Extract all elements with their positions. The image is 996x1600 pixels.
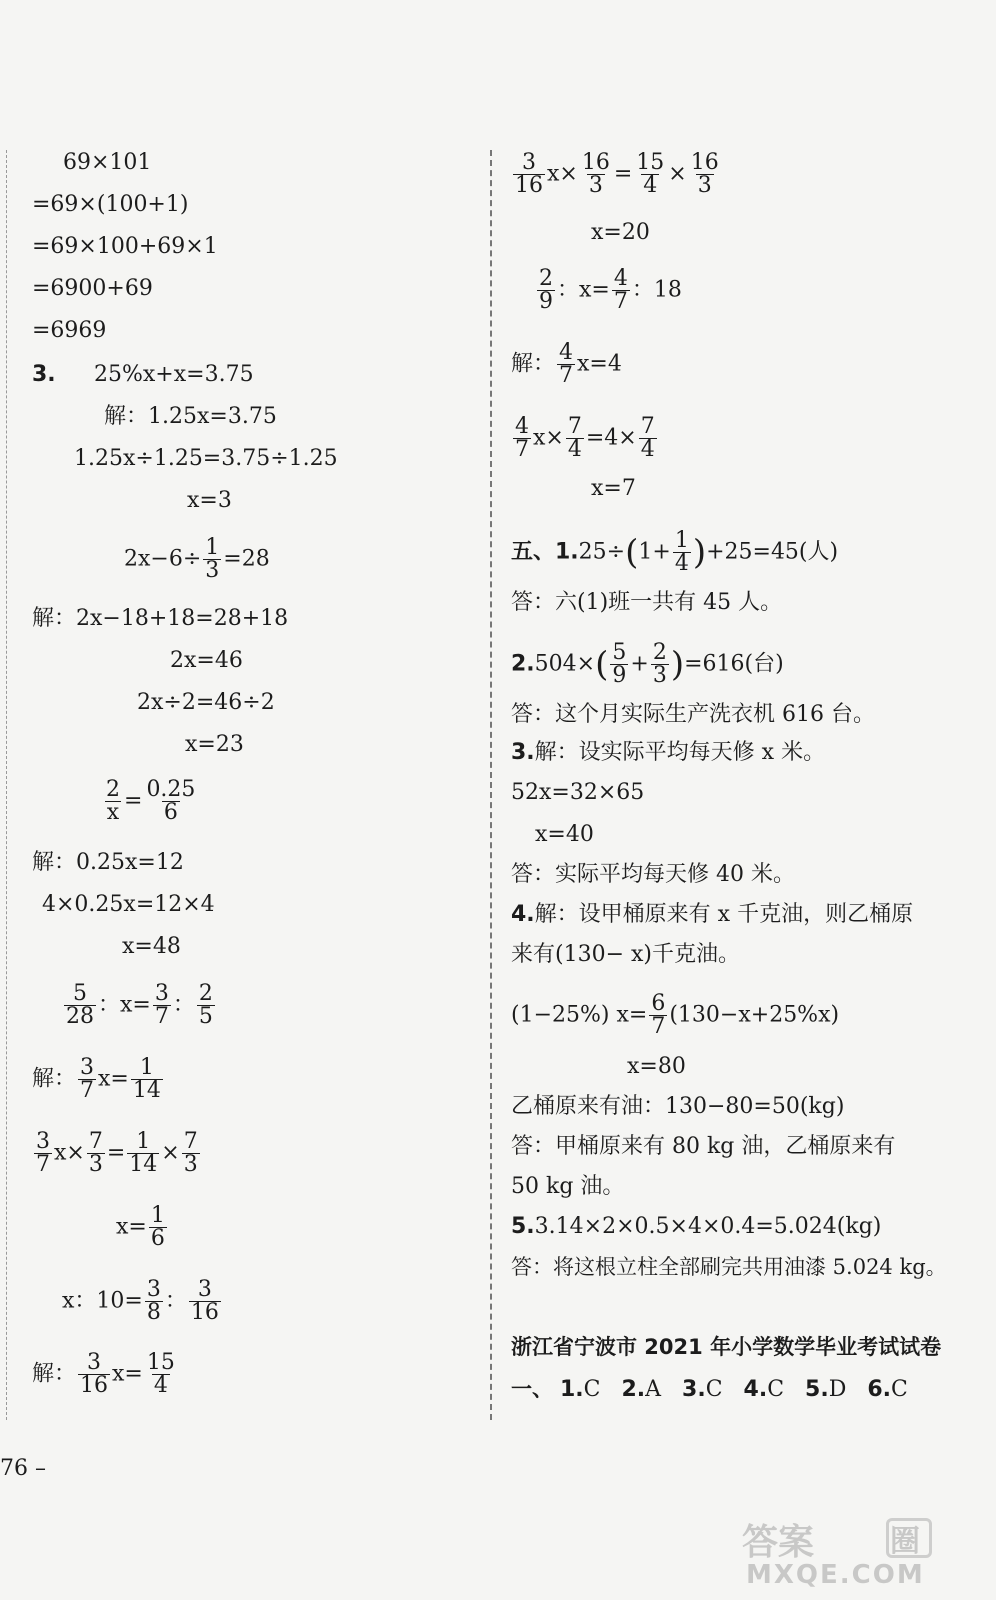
p4-line-2: 来有(130− x)千克油。 — [511, 942, 740, 967]
answer-item: 5.D — [805, 1377, 847, 1402]
eq4-step-3: x= $\frac{1}{6}$ — [116, 1203, 165, 1251]
eq3-line: $\frac{2}{x}$ = $\frac{0.25}{6}$ — [106, 777, 196, 825]
answer-row — [511, 1376, 908, 1403]
calc-line-2: =69×(100+1) — [32, 192, 189, 217]
eq2-step-2: 2x=46 — [170, 648, 243, 673]
p4-step: 乙桶原来有油：130−80=50(kg) — [511, 1094, 845, 1119]
calc-line-5: =6969 — [32, 318, 107, 343]
p3-step-1: 52x=32×65 — [511, 780, 645, 805]
eq2-step-4: x=23 — [185, 732, 244, 757]
problem-2: 2.504×( $\frac{5}{9}$ + $\frac{2}{3}$ )=616(台) — [511, 640, 784, 688]
section-label: 五、1. — [511, 539, 579, 565]
p3-answer: 答：实际平均每天修 40 米。 — [511, 862, 795, 887]
eq3-step-3: x=48 — [122, 934, 181, 959]
answer-item: 4.C — [743, 1377, 785, 1402]
p4-answer-1: 答：甲桶原来有 80 kg 油，乙桶原来有 — [511, 1134, 896, 1159]
calc-line-4: =6900+69 — [32, 276, 153, 301]
p5-answer: 答：将这根立柱全部刷完共用油漆 5.024 kg。 — [511, 1255, 947, 1279]
answer-item: 2.A — [621, 1377, 662, 1402]
calc-line-1: 69×101 — [63, 150, 152, 175]
problem-3: 3.解：设实际平均每天修 x 米。 — [511, 740, 826, 765]
r-step-6: x=7 — [591, 476, 636, 501]
p4-answer-2: 50 kg 油。 — [511, 1174, 625, 1199]
eq4-step-1: 解： $\frac{3}{7}$ x= $\frac{1}{14}$ — [32, 1055, 161, 1103]
eq3-step-2: 4×0.25x=12×4 — [42, 892, 215, 917]
problem-4: 4.解：设甲桶原来有 x 千克油，则乙桶原 — [511, 902, 914, 927]
p2-answer: 答：这个月实际生产洗衣机 616 台。 — [511, 702, 875, 727]
q3-step-2: 1.25x÷1.25=3.75÷1.25 — [74, 446, 338, 471]
eq2-step-3: 2x÷2=46÷2 — [137, 690, 275, 715]
r-step-5: $\frac{4}{7}$ x× $\frac{7}{4}$ =4× $\frac{7}{4}$ — [515, 414, 655, 462]
r-step-2: x=20 — [591, 220, 650, 245]
eq5-step-1: 解： $\frac{3}{16}$ x= $\frac{15}{4}$ — [32, 1350, 175, 1398]
answer-item: 1.C — [560, 1377, 601, 1402]
column-divider — [490, 150, 492, 1420]
eq2-left: 2x−6÷ — [124, 546, 202, 572]
p1-answer: 答：六(1)班一共有 45 人。 — [511, 590, 783, 615]
r-eq-3: $\frac{2}{9}$ ：x= $\frac{4}{7}$ ：18 — [539, 266, 682, 314]
eq2-step-1: 解：2x−18+18=28+18 — [32, 606, 289, 631]
r-step-4: 解： $\frac{4}{7}$ x=4 — [511, 340, 622, 388]
problem-5: 5.3.14×2×0.5×4×0.4=5.024(kg) — [511, 1214, 882, 1239]
fraction: $\frac{2}{x}$ — [106, 777, 120, 825]
fraction: $\frac{0.25}{6}$ — [146, 777, 196, 825]
answer-item: 6.C — [867, 1377, 908, 1402]
left-column — [0, 0, 490, 1600]
section-5-problem-1: 五、1.25÷(1+ $\frac{1}{4}$ )+25=45(人) — [511, 528, 839, 576]
p4-equation: (1−25%) x= $\frac{6}{7}$ (130−x+25%x) — [511, 991, 840, 1039]
eq2-right: =28 — [223, 546, 270, 572]
eq5-line: x：10= $\frac{3}{8}$ ： $\frac{3}{16}$ — [62, 1277, 219, 1325]
eq3-step-1: 解：0.25x=12 — [32, 850, 184, 875]
p4-result: x=80 — [627, 1054, 686, 1079]
p3-step-2: x=40 — [535, 822, 594, 847]
watermark-logo: 答案 圈 MXQE.COM — [736, 1514, 986, 1592]
right-column — [495, 0, 995, 1600]
section-label: 一、 — [511, 1377, 553, 1401]
eq4-line: $\frac{5}{28}$ ：x= $\frac{3}{7}$ ： $\frac{2}{5}$ — [66, 981, 213, 1029]
q3-equation: 25%x+x=3.75 — [94, 362, 254, 387]
answer-item: 3.C — [682, 1377, 723, 1402]
q3-step-1: 解：1.25x=3.75 — [104, 404, 277, 429]
eq2-line — [124, 537, 270, 582]
eq4-step-2: $\frac{3}{7}$ x× $\frac{7}{3}$ = $\frac{1}{14}$ × $\frac{7}{3}$ — [36, 1129, 198, 1177]
calc-line-3: =69×100+69×1 — [32, 234, 218, 259]
question-3-number: 3. — [32, 362, 56, 387]
r-eq-1: $\frac{3}{16}$ x× $\frac{16}{3}$ = $\frac{15}{4}$ × $\frac{16}{3}$ — [515, 150, 719, 198]
fraction: $\frac{1}{3}$ — [205, 535, 220, 583]
q3-step-3: x=3 — [187, 488, 232, 513]
page-number: 76 – — [0, 1456, 46, 1481]
exam-heading: 浙江省宁波市 2021 年小学数学毕业考试试卷 — [511, 1335, 942, 1359]
